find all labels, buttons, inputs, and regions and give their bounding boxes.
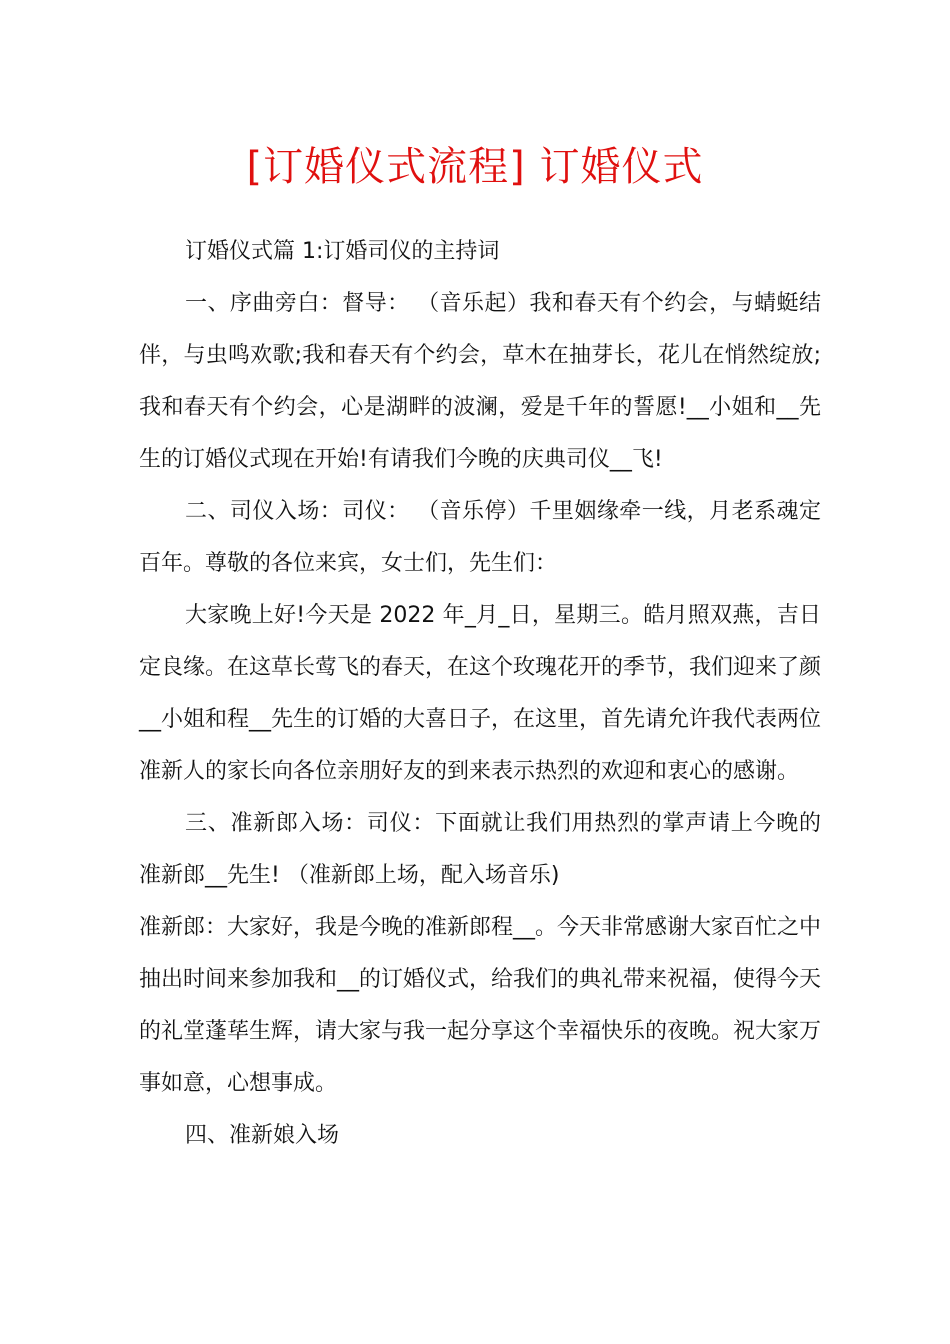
- paragraph-host-entrance: 二、司仪入场：司仪： （音乐停）千里姻缘牵一线，月老系魂定百年。尊敬的各位来宾，女士们，先生们：: [139, 499, 821, 576]
- document-body: [139, 226, 821, 1162]
- page-title: [订婚仪式流程] 订婚仪式: [246, 143, 704, 190]
- paragraph-groom-entrance: 三、准新郎入场：司仪：下面就让我们用热烈的掌声请上今晚的准新郎__先生! （准新郎上场，配入场音乐): [139, 811, 821, 888]
- paragraph-greeting: 大家晚上好!今天是 2022 年_月_日，星期三。皓月照双燕，吉日定良缘。在这草长莺飞的春天，在这个玫瑰花开的季节，我们迎来了颜__小姐和程__先生的订婚的大喜日子，在这里，首先请允许我代表两位准新人的家长向各位亲朋好友的到来表示热烈的欢迎和衷心的感谢。: [139, 603, 822, 784]
- paragraph-bride-entrance: 四、准新娘入场: [185, 1123, 340, 1148]
- paragraph-prelude: 一、序曲旁白：督导： （音乐起）我和春天有个约会，与蜻蜓结伴，与虫鸣欢歌;我和春天有个约会，草木在抽芽长，花儿在悄然绽放;我和春天有个约会，心是湖畔的波澜，爱是千年的誓愿!__小姐和__先生的订婚仪式现在开始!有请我们今晚的庆典司仪__飞!: [139, 291, 821, 472]
- section-heading: 订婚仪式篇 1:订婚司仪的主持词: [185, 239, 500, 264]
- paragraph-groom-speech: 准新郎：大家好，我是今晚的准新郎程__。今天非常感谢大家百忙之中抽出时间来参加我和__的订婚仪式，给我们的典礼带来祝福，使得今天的礼堂蓬荜生辉，请大家与我一起分享这个幸福快乐的夜晚。祝大家万事如意，心想事成。: [139, 915, 822, 1096]
